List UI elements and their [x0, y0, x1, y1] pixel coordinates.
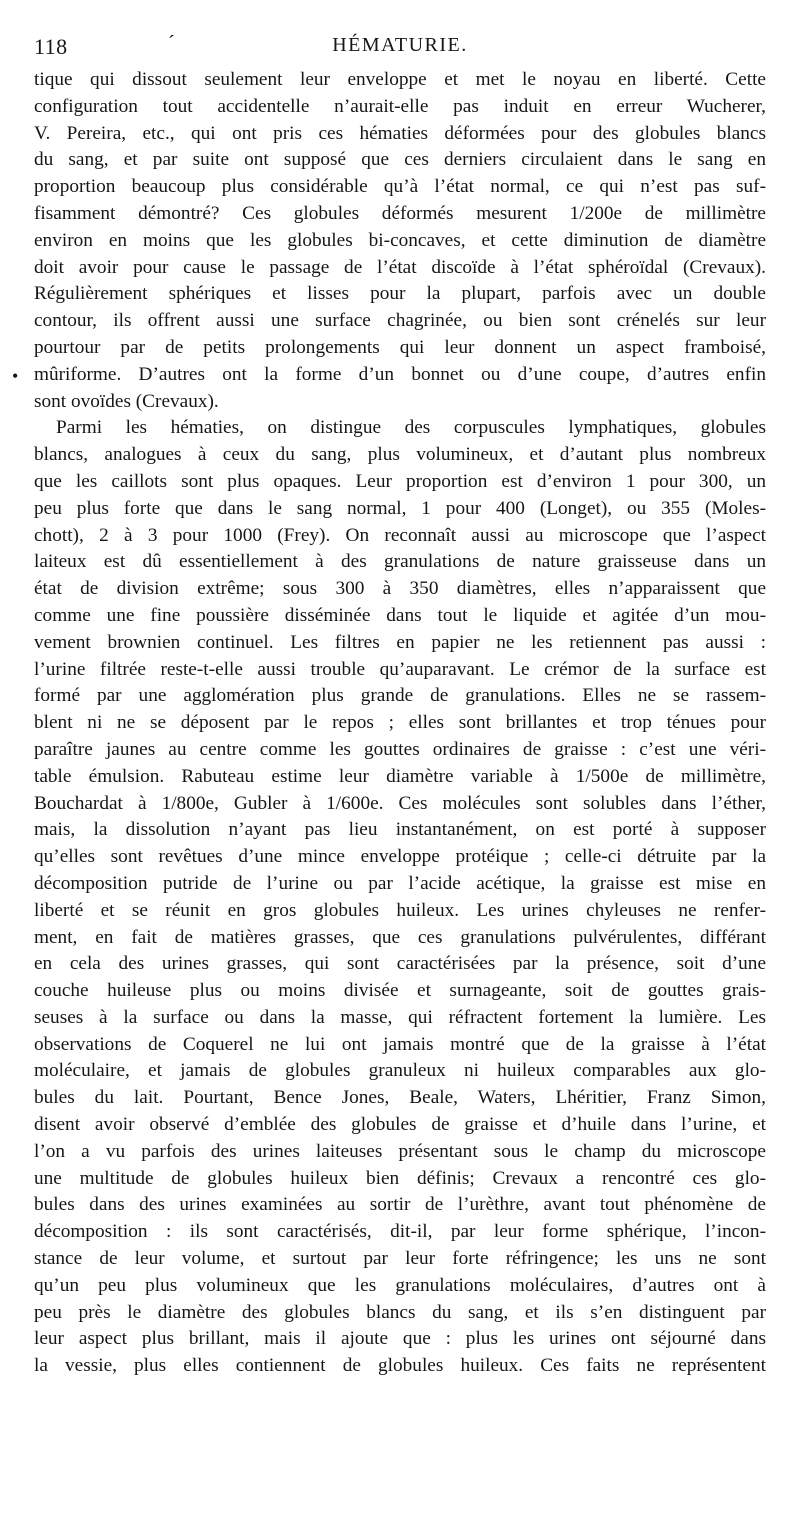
paragraph-end-line: sont ovoïdes (Crevaux).: [34, 390, 219, 412]
text-line: peu près le diamètre des globules blancs du sang, et ils s’en distinguent par: [34, 1301, 766, 1323]
margin-dot: •: [12, 366, 19, 386]
text-line: bules du lait. Pourtant, Bence Jones, Beale, Waters, Lhéritier, Franz Simon,: [34, 1087, 766, 1109]
text-line: seuses à la surface ou dans la masse, qui réfractent fortement la lumière. Les: [34, 1006, 766, 1028]
text-line: la vessie, plus elles contiennent de globules huileux. Ces faits ne représentent: [34, 1355, 766, 1377]
text-line: qu’elles sont revêtues d’une mince enveloppe protéique ; celle-ci détruite par la: [34, 846, 766, 868]
text-line: Régulièrement sphériques et lisses pour la plupart, parfois avec un double: [34, 283, 766, 305]
text-line: blancs, analogues à ceux du sang, plus volumineux, et d’autant plus nombreux: [34, 444, 766, 466]
text-line: environ en moins que les globules bi-concaves, et cette diminution de diamètre: [34, 229, 766, 251]
text-line: peu plus forte que dans le sang normal, 1 pour 400 (Longet), ou 355 (Moles-: [34, 497, 766, 519]
text-line: moléculaire, et jamais de globules granuleux ni huileux comparables aux glo-: [34, 1060, 766, 1082]
paragraph-start-line: Parmi les hématies, on distingue des corpuscules lymphatiques, globules: [56, 417, 766, 439]
text-line: paraître jaunes au centre comme les gouttes ordinaires de graisse : c’est une véri-: [34, 738, 766, 760]
text-line: comme une fine poussière disséminée dans tout le liquide et agitée d’un mou-: [34, 604, 766, 626]
text-line: pourtour par de petits prolongements qui leur donnent un aspect framboisé,: [34, 336, 766, 358]
text-line: Bouchardat à 1/800e, Gubler à 1/600e. Ces molécules sont solubles dans l’éther,: [34, 792, 766, 814]
text-line: tique qui dissout seulement leur enveloppe et met le noyau en liberté. Cette: [34, 69, 766, 90]
text-line: en cela des urines grasses, qui sont caractérisées par la présence, soit d’une: [34, 953, 766, 975]
text-line: vement brownien continuel. Les filtres en papier ne les retiennent pas aussi :: [34, 631, 766, 653]
text-line: l’urine filtrée reste-t-elle aussi trouble qu’auparavant. Le crémor de la surface est: [34, 658, 766, 680]
page-header: [0, 34, 800, 60]
text-line: qu’un peu plus volumineux que les granulations moléculaires, d’autres ont à: [34, 1274, 766, 1296]
text-line: chott), 2 à 3 pour 1000 (Frey). On reconnaît aussi au microscope que l’aspect: [34, 524, 766, 546]
text-line: laiteux est dû essentiellement à des granulations de nature graisseuse dans un: [34, 551, 766, 573]
text-line: configuration tout accidentelle n’aurait-elle pas induit en erreur Wucherer,: [34, 95, 766, 117]
text-line: table émulsion. Rabuteau estime leur diamètre variable à 1/500e de millimètre,: [34, 765, 766, 787]
text-line: mais, la dissolution n’ayant pas lieu instantanément, on est porté à supposer: [34, 819, 766, 841]
text-line: décomposition putride de l’urine ou par l’acide acétique, la graisse est mise en: [34, 872, 766, 894]
text-line: une multitude de globules huileux bien définis; Crevaux a rencontré ces glo-: [34, 1167, 766, 1189]
text-line: du sang, et par suite ont supposé que ces derniers circulaient dans le sang en: [34, 149, 766, 171]
text-line: mûriforme. D’autres ont la forme d’un bonnet ou d’une coupe, d’autres enfin: [34, 363, 766, 385]
body-text: [34, 67, 766, 1380]
text-line: liberté et se réunit en gros globules huileux. Les urines chyleuses ne renfer-: [34, 899, 766, 921]
text-line: formé par une agglomération plus grande de granulations. Elles ne se rassem-: [34, 685, 766, 707]
text-line: disent avoir observé d’emblée des globules de graisse et d’huile dans l’urine, et: [34, 1114, 766, 1136]
text-line: contour, ils offrent aussi une surface chagrinée, ou bien sont crénelés sur leur: [34, 310, 766, 332]
text-line: doit avoir pour cause le passage de l’état discoïde à l’état sphéroïdal (Crevaux).: [34, 256, 766, 278]
text-line: stance de leur volume, et surtout par leur forte réfringence; les uns ne sont: [34, 1248, 766, 1270]
text-line: leur aspect plus brillant, mais il ajoute que : plus les urines ont séjourné dans: [34, 1328, 766, 1350]
text-line: blent ni ne se déposent par le repos ; elles sont brillantes et trop ténues pour: [34, 712, 766, 734]
text-line: observations de Coquerel ne lui ont jamais montré que de la graisse à l’état: [34, 1033, 766, 1055]
text-line: état de division extrême; sous 300 à 350 diamètres, elles n’apparaissent que: [34, 578, 766, 600]
text-line: l’on a vu parfois des urines laiteuses présentant sous le champ du microscope: [34, 1140, 766, 1162]
text-line: fisamment démontré? Ces globules déformés mesurent 1/200e de millimètre: [34, 202, 766, 224]
text-line: bules dans des urines examinées au sortir de l’urèthre, avant tout phénomène de: [34, 1194, 766, 1216]
text-line: proportion beaucoup plus considérable qu’à l’état normal, ce qui n’est pas suf-: [34, 176, 766, 198]
printer-mark: ´: [168, 32, 175, 54]
text-line: décomposition : ils sont caractérisés, dit-il, par leur forme sphérique, l’incon-: [34, 1221, 766, 1243]
page-number: 118: [34, 34, 68, 59]
text-line: couche huileuse plus ou moins divisée et surnageante, soit de gouttes grais-: [34, 980, 766, 1002]
text-line: ment, en fait de matières grasses, que ces granulations pulvérulentes, différant: [34, 926, 766, 948]
text-line: que les caillots sont plus opaques. Leur proportion est d’environ 1 pour 300, un: [34, 470, 766, 492]
running-title: HÉMATURIE.: [332, 34, 468, 56]
text-line: V. Pereira, etc., qui ont pris ces hématies déformées pour des globules blancs: [34, 122, 766, 144]
